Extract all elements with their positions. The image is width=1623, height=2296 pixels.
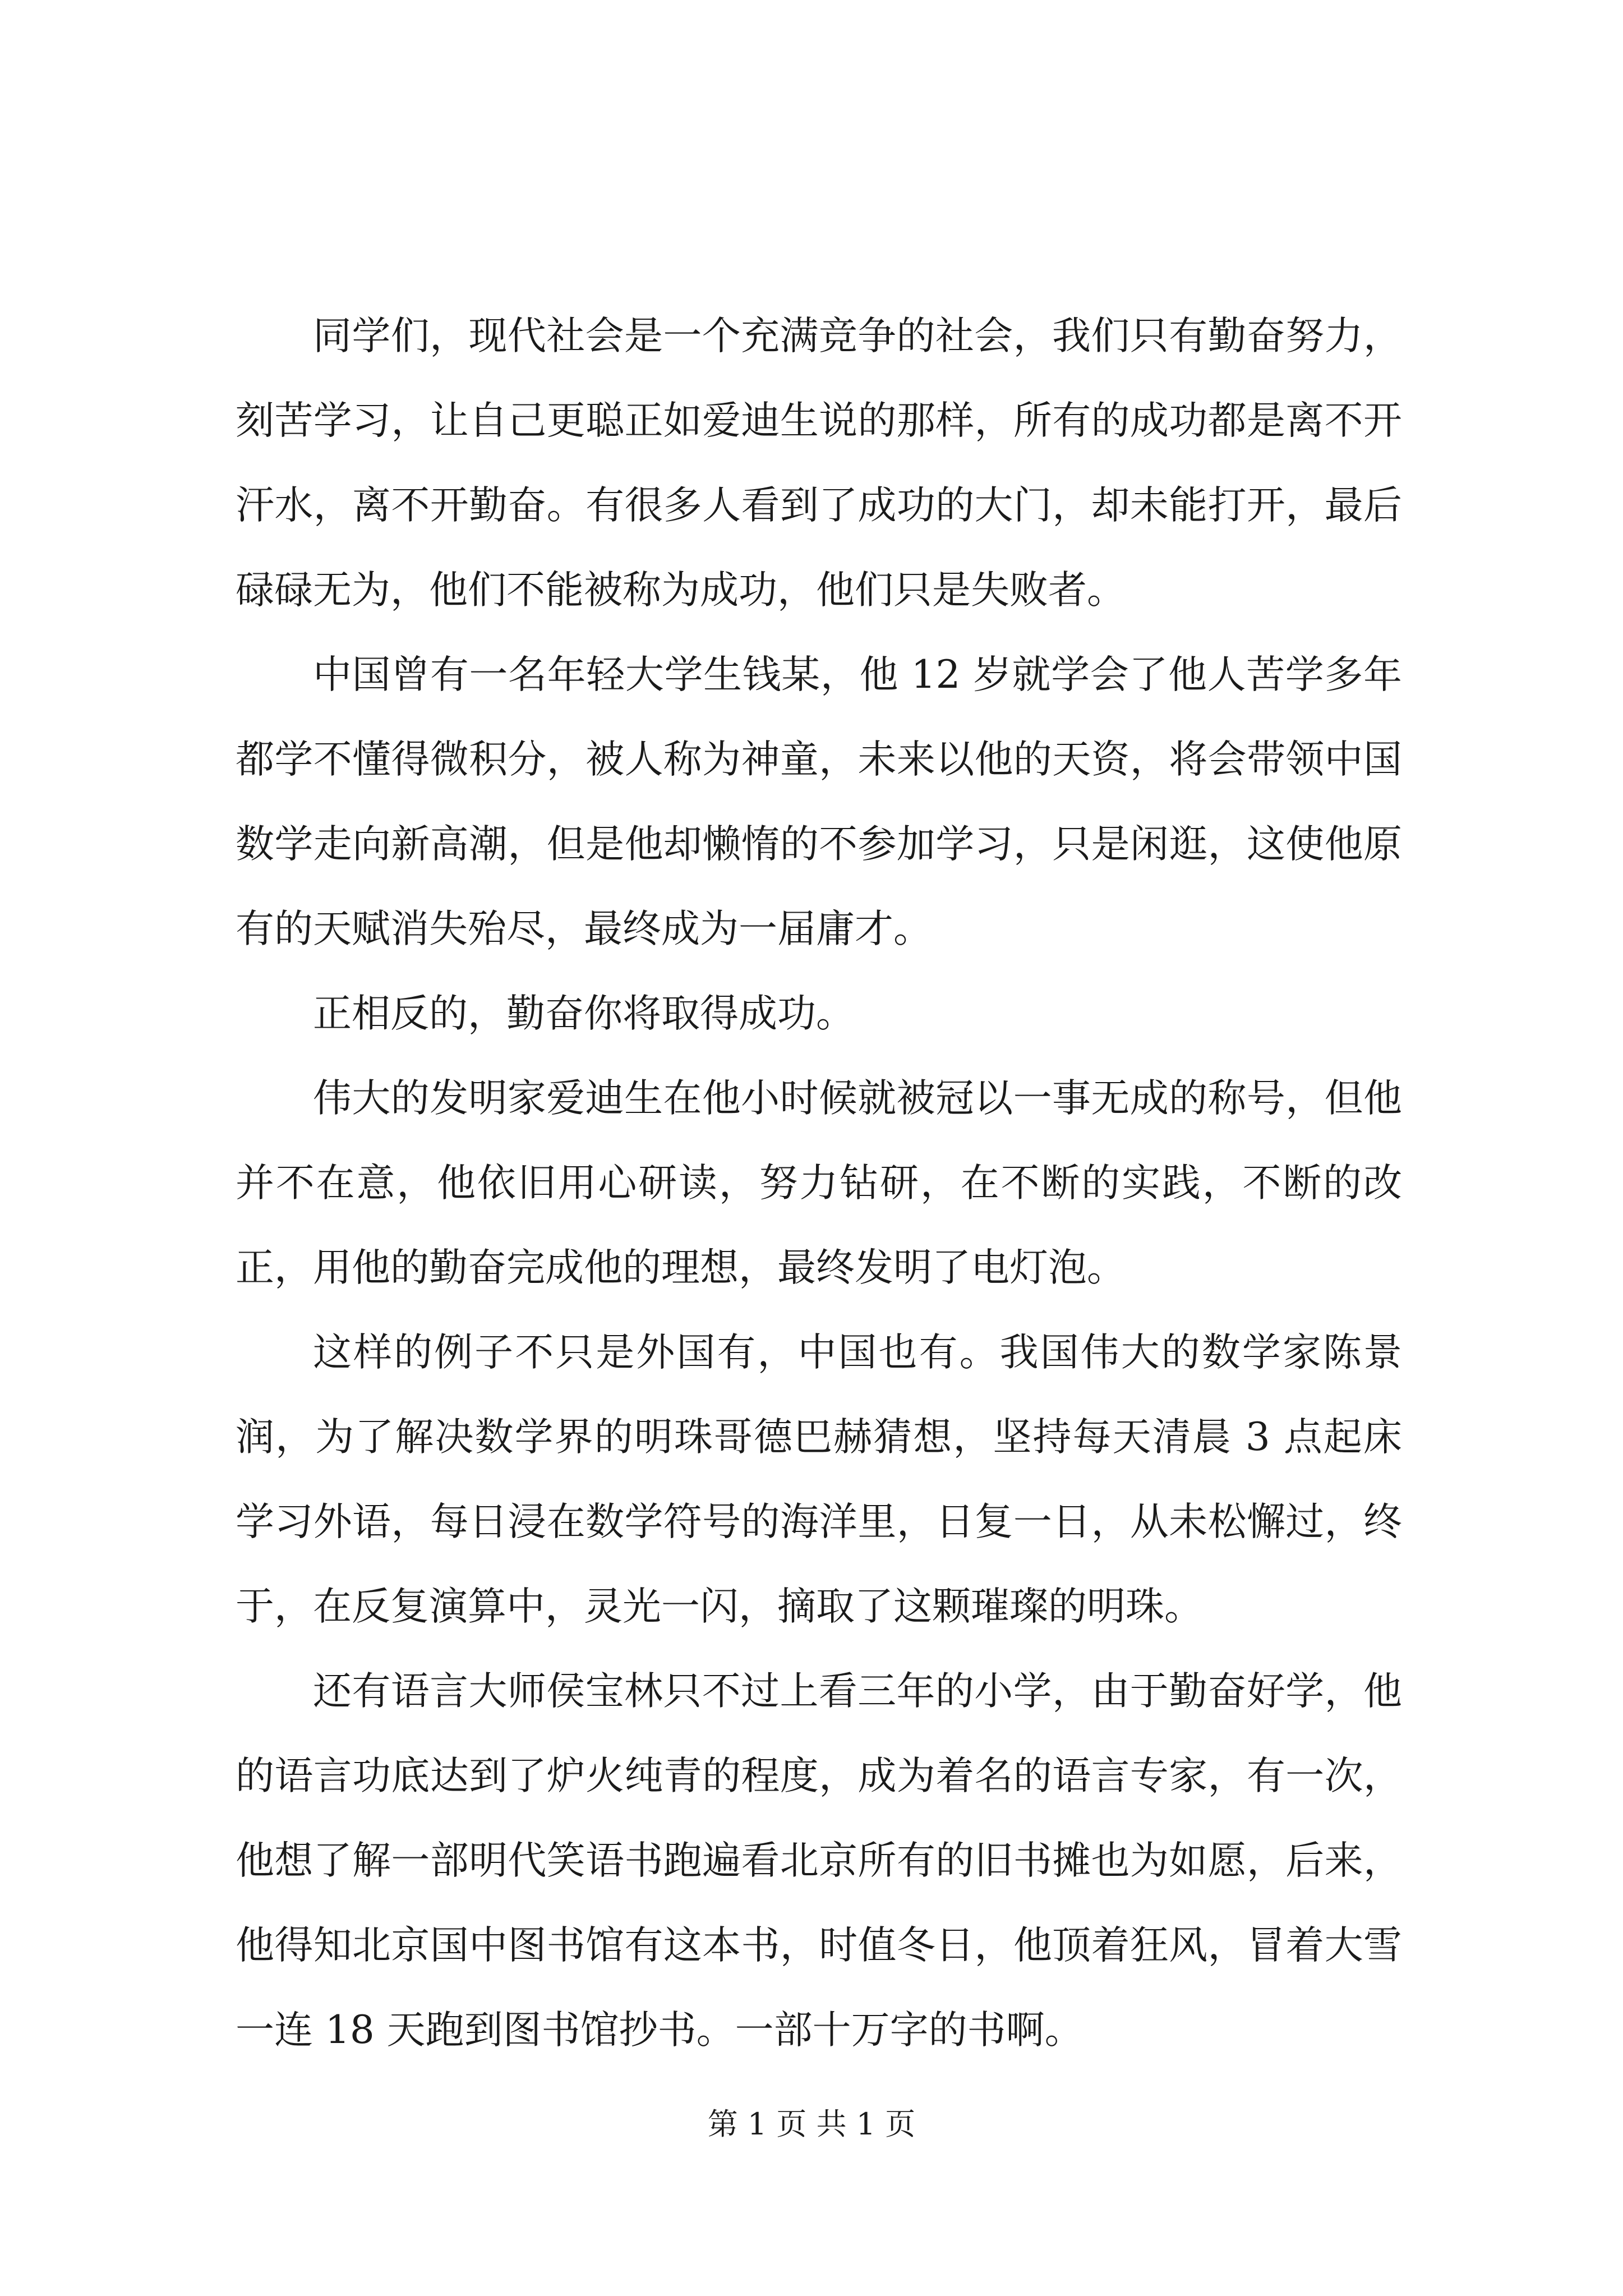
page-footer	[0, 2105, 1623, 2144]
paragraph-2: 中国曾有一名年轻大学生钱某，他 12 岁就学会了他人苦学多年都学不懂得微积分，被人称为神童，未来以他的天资，将会带领中国数学走向新高潮，但是他却懒惰的不参加学习，只是闲逛，这使他原有的天赋消失殆尽，最终成为一届庸才。	[236, 652, 1402, 951]
paragraph-1: 同学们，现代社会是一个充满竞争的社会，我们只有勤奋努力，刻苦学习，让自己更聪正如爱迪生说的那样，所有的成功都是离不开汗水，离不开勤奋。有很多人看到了成功的大门，却未能打开，最后碌碌无为，他们不能被称为成功，他们只是失败者。	[236, 314, 1402, 613]
document-body	[236, 294, 1402, 2073]
paragraph-5: 这样的例子不只是外国有，中国也有。我国伟大的数学家陈景润，为了解决数学界的明珠哥德巴赫猜想，坚持每天清晨 3 点起床学习外语，每日浸在数学符号的海洋里，日复一日，从未松懈过，终于，在反复演算中，灵光一闪，摘取了这颗璀璨的明珠。	[236, 1330, 1402, 1629]
page-number-label: 第 1 页 共 1 页	[707, 2106, 916, 2142]
paragraph-3: 正相反的，勤奋你将取得成功。	[313, 991, 855, 1036]
paragraph-4: 伟大的发明家爱迪生在他小时候就被冠以一事无成的称号，但他并不在意，他依旧用心研读，努力钻研，在不断的实践，不断的改正，用他的勤奋完成他的理想，最终发明了电灯泡。	[236, 1076, 1402, 1290]
paragraph-6: 还有语言大师侯宝林只不过上看三年的小学，由于勤奋好学，他的语言功底达到了炉火纯青的程度，成为着名的语言专家，有一次，他想了解一部明代笑语书跑遍看北京所有的旧书摊也为如愿，后来，他得知北京国中图书馆有这本书，时值冬日，他顶着狂风，冒着大雪一连 18 天跑到图书馆抄书。一部十万字的书啊。	[236, 1669, 1402, 2053]
